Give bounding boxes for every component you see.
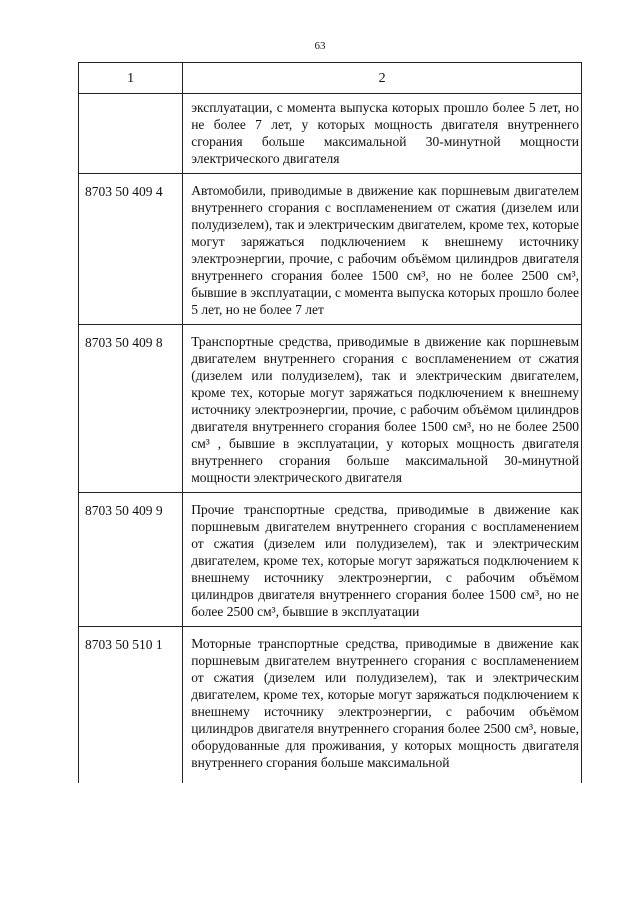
table-row [79,94,582,174]
code-cell: 8703 50 409 9 [79,493,183,627]
description-cell: Прочие транспортные средства, приводимые в движение как поршневым двигателем внутреннего сгорания с воспламенением от сжатия (дизелем или полудизелем), так и электрическим двигателем, кроме тех, которые могут заряжаться подключением к внешнему источнику электроэнергии, с рабочим объёмом цилиндров двигателя внутреннего сгорания более 1500 см³, но не более 2500 см³, бывшие в эксплуатации [183,493,582,627]
code-cell: 8703 50 409 8 [79,325,183,493]
column-header-code: 1 [79,63,183,94]
table-row [79,627,582,784]
description-cell: эксплуатации, с момента выпуска которых прошло более 5 лет, но не более 7 лет, у которых мощность двигателя внутреннего сгорания больше максимальной 30-минутной мощности электрического двигателя [183,94,582,174]
code-cell: 8703 50 510 1 [79,627,183,784]
table-row [79,325,582,493]
column-header-description: 2 [183,63,582,94]
page-number: 63 [314,40,326,52]
description-cell: Автомобили, приводимые в движение как поршневым двигателем внутреннего сгорания с воспламенением от сжатия (дизелем или полудизелем), так и электрическим двигателем, кроме тех, которые могут заряжаться подключением к внешнему источнику электроэнергии, прочие, с рабочим объёмом цилиндров двигателя внутреннего сгорания более 1500 см³, но не более 2500 см³, бывшие в эксплуатации, с момента выпуска которых прошло более 5 лет, но не более 7 лет [183,174,582,325]
table-row [79,174,582,325]
description-cell: Моторные транспортные средства, приводимые в движение как поршневым двигателем внутреннего сгорания с воспламенением от сжатия (дизелем или полудизелем), так и электрическим двигателем, кроме тех, которые могут заряжаться подключением к внешнему источнику электроэнергии, с рабочим объёмом цилиндров двигателя внутреннего сгорания более 2500 см³, новые, оборудованные для проживания, у которых мощность двигателя внутреннего сгорания больше максимальной [183,627,582,784]
code-cell: 8703 50 409 4 [79,174,183,325]
code-cell [79,94,183,174]
description-cell: Транспортные средства, приводимые в движение как поршневым двигателем внутреннего сгорания с воспламенением от сжатия (дизелем или полудизелем), так и электрическим двигателем, кроме тех, которые могут заряжаться подключением к внешнему источнику электроэнергии, прочие, с рабочим объёмом цилиндров двигателя внутреннего сгорания более 1500 см³, но не более 2500 см³ , бывшие в эксплуатации, у которых мощность двигателя внутреннего сгорания больше максимальной 30-минутной мощности электрического двигателя [183,325,582,493]
tariff-table [78,62,582,783]
table-header-row [79,63,582,94]
table-row [79,493,582,627]
